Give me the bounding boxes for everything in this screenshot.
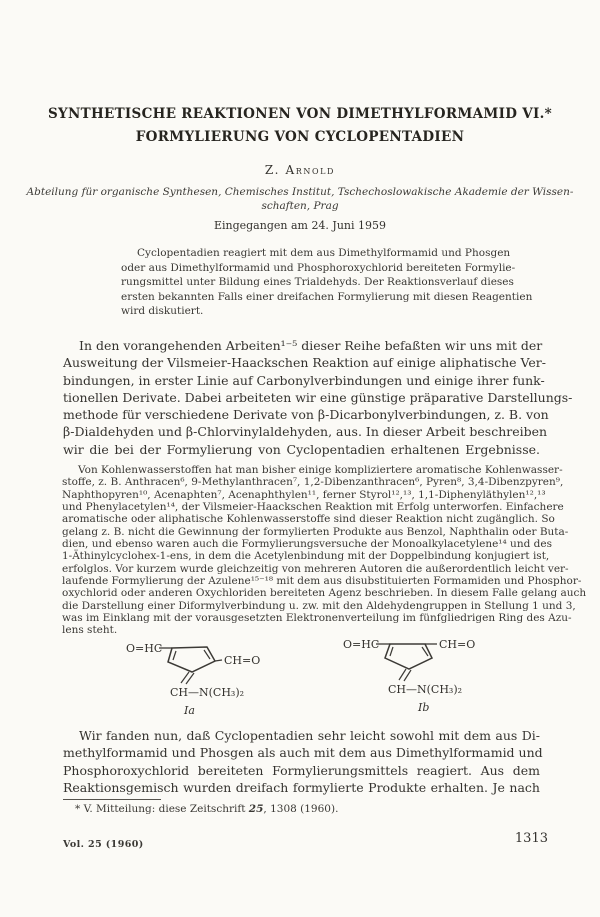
text-line: lens steht. [62,624,118,637]
cyclopentadiene-ring-ib [385,644,432,669]
article-title-line1: SYNTHETISCHE REAKTIONEN VON DIMETHYLFORMAMID VI.* [47,106,553,122]
affiliation-line1: Abteilung für organische Synthesen, Chemisches Institut, Tschechoslowakische Akademie der Wissen- [26,186,574,198]
text-line: laufende Formylierung der Azulene¹⁵⁻¹⁸ mit dem aus disubstituierten Formamiden und Phosphor- [62,575,582,588]
text-line: oxychlorid oder anderen Oxychloriden bereiteten Agenz beschrieben. In diesem Falle gelang auch [62,587,587,600]
text-line: Phosphoroxychlorid bereiteten Formylierungsmittels reagiert. Aus dem [63,762,540,778]
footnote-rule [63,799,161,800]
page-number: 1313 [514,831,548,846]
paragraph-intro [63,337,573,458]
text-line: Cyclopentadien reagiert mit dem aus Dimethylformamid und Phosgen [137,247,511,259]
journal-volume: Vol. 25 (1960) [63,839,144,850]
text-line: bindungen, in erster Linie auf Carbonylverbindungen und einige ihrer funk- [63,372,545,388]
text-line: was im Einklang mit der vorausgesetzten Elektronenverteilung im fünfgliedrigen Ring des Azu- [62,612,572,625]
chemical-structure-ia [118,633,268,723]
text-line: β-Dialdehyden und β-Chlorvinylaldehyden, aus. In dieser Arbeit beschreiben [63,424,548,440]
text-line: wir die bei der Formylierung von Cyclopentadien erhaltenen Ergebnisse. [63,441,540,457]
text-line: rungsmittel unter Bildung eines Trialdehyds. Der Reaktionsverlauf dieses [121,276,514,289]
formyl-left-label-ia: O=HC [126,642,163,655]
text-line: erfolglos. Vor kurzem wurde gleichzeitig von mehreren Autoren die außerordentlich leicht ver- [62,562,569,575]
paragraph-results [63,727,543,796]
text-line: Von Kohlenwasserstoffen hat man bisher einige kompliziertere aromatische Kohlenwasser- [78,464,563,476]
author-name: Z. Arnold [264,163,336,177]
text-line: In den vorangehenden Arbeiten¹⁻⁵ dieser Reihe befaßten wir uns mit der [79,338,543,353]
text-line: oder aus Dimethylformamid und Phosphoroxychlorid bereiteten Formylie- [121,261,516,274]
text-line: und Phenylacetylen¹⁴, der Vilsmeier-Haackschen Reaktion mit Erfolg unterworfen. Einfachere [62,501,564,514]
footnote-rest: , 1308 (1960). [263,803,339,815]
text-line: methylformamid und Phosgen als auch mit dem aus Dimethylformamid und [63,745,543,761]
text-line: wird diskutiert. [121,305,204,318]
ring-double-bond-left-ib [390,647,393,656]
text-line: Reaktionsgemisch wurden dreifach formylierte Produkte erhalten. Je nach [63,779,540,795]
footnote-volume: 25 [248,803,264,815]
footnote [63,803,495,815]
chemical-structure-ib [338,630,490,722]
structure-label-ib: Ib [418,701,430,714]
text-line: aromatische oder aliphatische Kohlenwasserstoffe sind dieser Reaktion nicht zugänglich. So [62,513,555,526]
bond-right-ia [215,660,222,661]
ring-double-bond-left-ia [173,651,176,660]
text-line: tionellen Derivate. Dabei arbeiteten wir eine günstige präparative Darstellungs- [63,389,573,405]
received-date: Eingegangen am 24. Juni 1959 [213,219,387,232]
paragraph-literature [62,464,587,637]
dimethylamino-label-ia: CH—N(CH₃)₂ [170,686,245,699]
text-line: gelang z. B. nicht die Gewinnung der formylierten Produkte aus Benzol, Naphthalin oder Buta- [62,525,569,538]
structure-label-ia: Ia [184,704,195,717]
affiliation-line2: schaften, Prag [261,200,339,212]
text-line: Wir fanden nun, daß Cyclopentadien sehr leicht sowohl mit dem aus Di- [79,728,540,743]
formyl-left-label-ib: O=HC [343,638,380,651]
article-title-line2: FORMYLIERUNG VON CYCLOPENTADIEN [135,129,465,145]
dimethylamino-label-ib: CH—N(CH₃)₂ [388,683,463,696]
exocyclic-double-bond-1-ib [399,669,406,680]
text-line: 1-Äthinylcyclohex-1-ens, in dem die Acetylenbindung mit der Doppelbindung konjugiert ist, [62,550,550,563]
text-line: ersten bekannten Falls einer dreifachen Formylierung mit diesen Reagentien [121,290,533,303]
footnote-prefix: * V. Mitteilung: diese Zeitschrift [75,803,249,815]
formyl-right-label-ia: CH=O [224,654,261,667]
text-line: methode für verschiedene Derivate von β-Dicarbonylverbindungen, z. B. von [63,407,549,423]
text-line: Naphthopyren¹⁰, Acenaphten⁷, Acenaphthylen¹¹, ferner Styrol¹²,¹³, 1,1-Diphenyläthylen¹²,¹³ [62,488,546,501]
cyclopentadiene-ring-ia [168,647,215,672]
text-line: die Darstellung einer Diformylverbindung u. zw. mit den Aldehydengruppen in Stellung 1 und 3, [62,599,576,612]
text-line: Ausweitung der Vilsmeier-Haackschen Reaktion auf einige aliphatische Ver- [63,355,546,371]
formyl-right-label-ib: CH=O [439,638,476,651]
text-line: dien, und ebenso waren auch die Formylierungsversuche der Monoalkylacetylene¹⁴ und des [62,538,552,551]
exocyclic-double-bond-2-ib [404,670,411,681]
text-line: stoffe, z. B. Anthracen⁶, 9-Methylanthracen⁷, 1,2-Dibenzanthracen⁶, Pyren⁸, 3,4-Dibenzpyren⁹, [62,476,564,489]
abstract [121,246,533,319]
